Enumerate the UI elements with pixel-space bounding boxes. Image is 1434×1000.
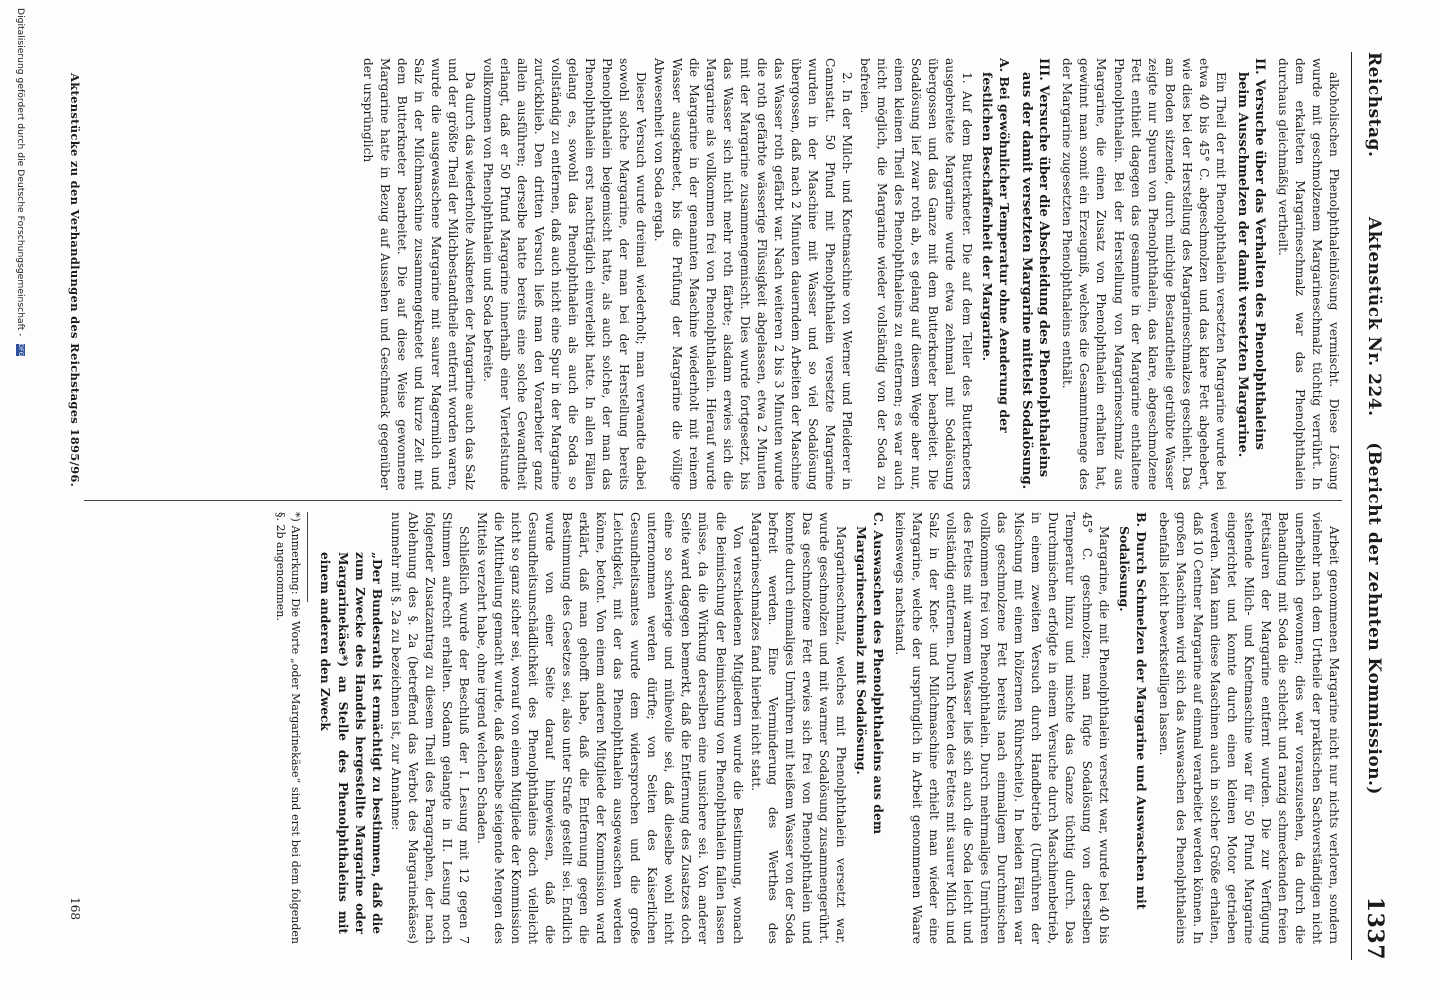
section-heading-III: III. Versuche über die Abscheidung des Phenolphthaleins aus der damit versetzten Margarine mittelst Sodalösung. xyxy=(1019,58,1052,490)
header-aktenstueck: Aktenstück Nr. 224. xyxy=(1364,217,1384,417)
quoted-amendment: „Der Bundesrath ist ermächtigt zu bestimmen, daß die zum Zwecke des Handels hergestellte Margarine oder Margarinekäse*) an Stelle des Phenolphthaleins mit einem anderen den Zweck xyxy=(318,552,384,934)
dfg-logo-icon: DFG xyxy=(17,343,24,357)
header-commission: (Bericht der zehnten Kommission.) xyxy=(1364,442,1384,795)
header-page-number: 1337 xyxy=(1362,896,1388,960)
paragraph: Schließlich wurde der Beschluß der I. Lesung mit 12 gegen 7 Stimmen aufrecht erhalten. Sodann gelangte in II. Lesung noch folgender Zusatzantrag zu diesem Theil des Paragraphen, der nach Ablehnung des §. 2a (betreffend das Verbot des Margarinekäses) nunmehr mit §. 2a zu bezeichnen ist, zur Annahme: xyxy=(388,512,471,944)
paragraph: Dieser Versuch wurde dreimal wiederholt; man verwandte dabei sowohl solche Margarine, der man bei der Herstellung bereits Phenolphthalein beigemischt hatte, als auch solche, der man das Phenolphthalein erst nachträglich einverleibt hatte. In allen Fällen gelang es, sowohl das Phenolphthalein als auch die Soda so vollständig zu entfernen, daß auch nicht eine Spur in der Margarine zurückblieb. Den dritten Versuch ließ man den Vorarbeiter ganz allein ausführen; derselbe hatte bereits eine solche Gewandtheit erlangt, daß er 50 Pfund Margarine innerhalb einer Viertelstunde vollkommen von Phenolphthalein und Soda befreite. xyxy=(481,58,649,490)
paragraph: Da durch das wiederholte Auskneten der Margarine auch das Salz und der größte Theil der Milchbestandtheile entfernt worden waren, wurde die ausgewaschene Margarine mit saurer Magermilch und Salz in der Milchmaschine zusammengeknetet und kurze Zeit mit dem Butterkneter bearbeitet. Die auf diese Weise gewonnene Margarine hatte in Bezug auf Aussehen und Geschmack gegenüber der ursprünglich xyxy=(360,58,477,490)
credit-text: Digitalisierung gefördert durch die Deutsche Forschungsgemeinschaft - xyxy=(15,8,26,337)
paragraph: 1. Auf dem Butterkneter. Die auf dem Teller des Butterkneters ausgebreitete Margarine wurde etwa zehnmal mit Sodalösung übergossen und das Ganze mit dem Butterkneter bearbeitet. Die Sodalösung lief zwar roth ab, es gelang auf diesem Wege aber nur, einen kleinen Theil des Phenolphthaleins zu entfernen; es war auch nicht möglich, die Margarine wieder vollständig von der Soda zu befreien. xyxy=(858,58,975,490)
subsection-heading-A: A. Bei gewöhnlicher Temperatur ohne Aenderung der festlichen Beschaffenheit der Margarine. xyxy=(980,58,1013,433)
left-column xyxy=(358,58,1342,490)
subsection-heading-B: B. Durch Schmelzen der Margarine und Auswaschen mit Sodalösung. xyxy=(1117,512,1150,910)
subsection-heading-C: C. Auswaschen des Phenolphthaleins aus dem Margarineschmalz mit Sodalösung. xyxy=(853,512,886,835)
header-publication: Reichstag. xyxy=(1364,52,1384,158)
right-column xyxy=(272,512,1342,944)
page-header xyxy=(1358,52,1388,960)
footnote-rule xyxy=(307,512,308,602)
footer-title: Aktenstücke zu den Verhandlungen des Reichstages 1895/96. xyxy=(68,72,82,488)
digitization-credit xyxy=(15,8,26,356)
header-document-number xyxy=(1364,52,1384,960)
footnote: *) Anmerkung: Die Worte „oder Margarinekäse“ sind erst bei dem folgenden §. 2b angenommen. xyxy=(274,512,303,944)
footer-page-number: 168 xyxy=(68,897,82,920)
header-rule xyxy=(1351,52,1352,960)
paragraph: 2. In der Milch- und Knetmaschine von Werner und Pfleiderer in Cannstatt. 50 Pfund mit Phenolphthalein versetzte Margarine wurden in der Maschine mit Wasser und so viel Sodalösung übergossen, daß nach 2 Minuten dauerndem Arbeiten der Maschine das Wasser roth gefärbt war. Nach weiteren 2 bis 3 Minuten wurde die roth gefärbte wässerige Flüssigkeit abgelassen, etwa 2 Minuten mit der Margarine zusammengemischt. Dies wurde fortgesetzt, bis das Wasser sich nicht mehr roth färbte; alsdann erwies sich die Margarine als vollkommen frei von Phenolphthalein. Hierauf wurde die Margarine in der genannten Maschine wiederholt mit reinem Wasser ausgeknetet, bis die Prüfung der Margarine die völlige Abwesenheit von Soda ergab. xyxy=(652,58,855,490)
section-heading-II: II. Versuche über das Verhalten des Phenolphthaleins beim Ausschmelzen der damit versetzten Margarine. xyxy=(1234,58,1267,458)
paragraph: Arbeit genommenen Margarine nicht nur nichts verloren, sondern vielmehr nach dem Urtheile der praktischen Sachverständigen nicht unerheblich gewonnen; dies war vorauszusehen, da durch die Behandlung mit Soda die schlecht und ranzig schmeckenden freien Fettsäuren der Margarine entfernt wurden. Die zur Verfügung stehende Milch- und Knetmaschine war für 50 Pfund Margarine eingerichtet und konnte durch einen kleinen Motor getrieben werden. Man kann diese Maschinen auch in solcher Größe erhalten, daß 10 Centner Margarine auf einmal verarbeitet werden können. In großen Maschinen wird sich das Auswaschen des Phenolphthaleins ebenfalls leicht bewerkstelligen lassen. xyxy=(1156,512,1341,944)
paragraph: Von verschiedenen Mitgliedern wurde die Bestimmung, wonach die Beimischung der Beimischung von Phenolphthalein fallen lassen müsse, da die Wirkung derselben eine unsichere sei. Von anderer Seite ward dagegen bemerkt, daß die Entfernung des Zusatzes doch eine so schwierige und mühevolle sei, daß dieselbe wohl nicht unternommen werden dürfte; von Seiten des Kaiserlichen Gesundheitsamtes wurde dem widersprochen und die große Leichtigkeit, mit der das Phenolphthalein ausgewaschen werden könne, betont. Von einem anderen Mitgliede der Kommission ward erklärt, daß man gehofft habe, daß die Entfernung gegen die Bestimmung des Gesetzes sei, also unter Strafe gestellt sei. Endlich wurde von einer Seite darauf hingewiesen, daß die Gesundheitsunschädlichkeit des Phenolphthaleins doch vielleicht nicht so ganz sicher sei, worauf von einem Mitgliede der Kommission die Mittheilung gemacht wurde, daß dasselbe steigende Mengen des Mittels verzehrt habe, ohne irgend welchen Schaden. xyxy=(474,512,745,944)
paragraph: alkoholischen Phenolphthaleinlösung vermischt. Diese Lösung wurde mit geschmolzenem Margarineschmalz tüchtig verrührt. In dem erkalteten Margarineschmalz war das Phenolphthalein durchaus gleichmäßig vertheilt. xyxy=(1275,58,1341,490)
paragraph: Margarineschmalz, welches mit Phenolphthalein versetzt war, wurde geschmolzen und mit warmer Sodalösung zusammengerührt. Das geschmolzene Fett erwies sich frei von Phenolphthalein und konnte durch einmaliges Umrühren mit heißem Wasser von der Soda befreit werden. Eine Verminderung des Werthes des Margarineschmalzes fand hierbei nicht statt. xyxy=(748,512,848,944)
paragraph: Ein Theil der mit Phenolphthalein versetzten Margarine wurde bei etwa 40 bis 45° C. abgeschmolzen und das klare Fett abgehebert, wie dies bei der Herstellung des Margarineschmalzes geschieht. Das am Boden sitzende, durch milchige Bestandtheile getrübte Wasser zeigte nur Spuren von Phenolphthalein, das klare, abgeschmolzene Fett enthielt dagegen das gesammte in der Margarine enthaltene Phenolphthalein. Bei der Herstellung von Margarineschmalz aus Margarine, die einen Zusatz von Phenolphthalein erhalten hat, gewinnt man somit ein Erzeugniß, welches die Gesammtmenge des der Margarine zugesetzten Phenolphthaleins enthält. xyxy=(1060,58,1228,490)
column-divider xyxy=(84,500,1342,501)
paragraph: Margarine, die mit Phenolphthalein versetzt war, wurde bei 40 bis 45° C. geschmolzen; man fügte Sodalösung von derselben Temperatur hinzu und mischte das Ganze tüchtig durch. Das Durchmischen erfolgte in einem Versuche durch Maschinenbetrieb, in einem zweiten Versuch durch Handbetrieb (Umrühren der Mischung mit einem hölzernen Rührscheite). In beiden Fällen war das geschmolzene Fett bereits nach einmaligem Durchmischen vollkommen frei von Phenolphthalein. Durch mehrmaliges Umrühren des Fettes mit warmem Wasser ließ sich auch die Soda leicht und vollständig entfernen. Durch Kneten des Fettes mit saurer Milch und Salz in der Knet- und Milchmaschine erhielt man wieder eine Margarine, welche der ursprünglich in Arbeit genommenen Waare keineswegs nachstand. xyxy=(892,512,1112,944)
